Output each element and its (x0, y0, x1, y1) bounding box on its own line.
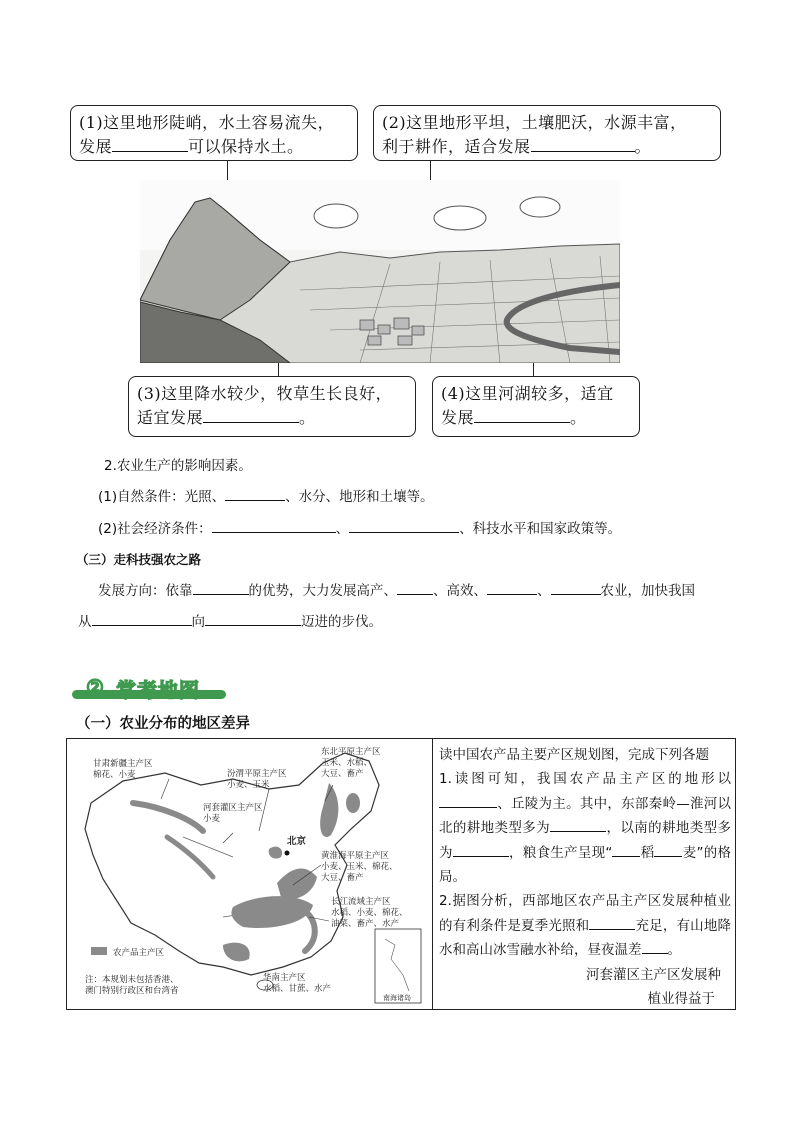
callout-3-text-a: 适宜发展 (137, 408, 204, 427)
callout-1-text-a: 发展 (79, 137, 113, 156)
answer-blank[interactable] (474, 406, 570, 423)
question-2: 2.据图分析，西部地区农产品主产区发展种植业的有利条件是夏季光照和 充足，有山地降水和高山冰雪融水补给，昼夜温差 。 (439, 893, 732, 959)
answer-blank[interactable] (193, 580, 249, 595)
question-intro: 读中国农产品主要产区规划图，完成下列各题 (439, 747, 709, 763)
section-3-title: （三）走科技强农之路 (76, 552, 202, 567)
legend-label: 农产品主产区 (113, 948, 165, 958)
table-divider (432, 739, 433, 1009)
answer-blank[interactable] (612, 842, 640, 857)
section-banner (72, 676, 226, 700)
natural-conditions: (1)自然条件：光照、 、水分、地形和土壤等。 (98, 486, 434, 507)
answer-blank[interactable] (439, 793, 497, 808)
label-changjiang: 长江流域主产区 水稻、小麦、棉花、 油菜、畜产、水产 (331, 897, 408, 929)
callout-2-text-b: 。 (634, 137, 652, 156)
answer-blank[interactable] (589, 915, 635, 930)
callout-3-text-b: 。 (299, 408, 316, 427)
callout-4 (432, 376, 640, 437)
factors-heading: 2.农业生产的影响因素。 (104, 458, 252, 474)
label-hetao: 河套灌区主产区 小麦 (203, 803, 263, 824)
callout-2-text-a: 利于耕作，适合发展 (382, 137, 531, 156)
label-gansu-xinjiang: 甘肃新疆主产区 棉花、小麦 (93, 759, 153, 780)
callout-2-line1: (2)这里地形平坦，土壤肥沃，水源丰富， (382, 113, 687, 132)
label-fenwei: 汾渭平原主产区 小麦、玉米 (227, 769, 287, 790)
callout-1-line1: (1)这里地形陡峭，水土容易流失， (79, 113, 335, 132)
label-beijing: 北京 (287, 836, 307, 847)
answer-blank[interactable] (349, 518, 459, 533)
question-3-line1: 河套灌区主产区发展种 (586, 966, 721, 983)
answer-blank[interactable] (397, 580, 433, 595)
answer-blank[interactable] (212, 518, 336, 533)
landscape-illustration (140, 180, 620, 363)
answer-blank[interactable] (112, 135, 188, 152)
answer-blank[interactable] (225, 486, 285, 501)
callout-4-line1: (4)这里河湖较多，适宜 (441, 384, 614, 403)
banner-title: 常考地图 (116, 678, 200, 702)
answer-blank[interactable] (205, 611, 301, 626)
answer-blank[interactable] (531, 135, 635, 152)
callout-3-line1: (3)这里降水较少，牧草生长良好， (137, 384, 393, 403)
callout-4-text-a: 发展 (441, 408, 475, 427)
answer-blank[interactable] (203, 406, 299, 423)
section-3-line1: 发展方向：依靠 的优势，大力发展高产、 、高效、 、 农业，加快我国 (98, 580, 695, 601)
answer-blank[interactable] (550, 817, 606, 832)
question-panel (439, 743, 731, 1011)
callout-1 (70, 105, 358, 161)
map-note: 注：本规划未包括香港、 澳门特别行政区和台湾省 (85, 975, 179, 996)
banner-number: ② (86, 675, 104, 699)
callout-2 (373, 105, 721, 161)
answer-blank[interactable] (487, 580, 537, 595)
map-question-table (66, 738, 736, 1010)
callout-4-text-b: 。 (570, 408, 587, 427)
answer-blank[interactable] (551, 580, 601, 595)
answer-blank[interactable] (654, 842, 682, 857)
inset-label: 南海诸岛 (383, 994, 411, 1002)
map-section-title: （一）农业分布的地区差异 (76, 716, 250, 732)
label-huanan: 华南主产区 水稻、甘蔗、水产 (263, 973, 332, 994)
answer-blank[interactable] (92, 611, 192, 626)
question-3-line2: 植业得益于 (647, 991, 715, 1008)
section-3-line2: 从 向 迈进的步伐。 (78, 611, 382, 632)
label-northeast: 东北平原主产区 玉米、水稻、 大豆、畜产 (321, 747, 381, 779)
question-1: 1.读图可知，我国农产品主产区的地形以、丘陵为主。其中，东部秦岭—淮河以北的耕地类型多为 ，以南的耕地类型多为 ，粮食生产呈现“ 稻 麦”的格局。 (439, 771, 732, 886)
answer-blank[interactable] (453, 842, 509, 857)
social-conditions: (2)社会经济条件： 、 、科技水平和国家政策等。 (98, 518, 621, 539)
callout-3 (128, 376, 416, 437)
callout-1-text-b: 可以保持水土。 (188, 137, 304, 156)
answer-blank[interactable] (642, 939, 668, 954)
label-huanghuai: 黄淮海平原主产区 小麦、玉米、棉花、 大豆、畜产 (321, 851, 398, 883)
